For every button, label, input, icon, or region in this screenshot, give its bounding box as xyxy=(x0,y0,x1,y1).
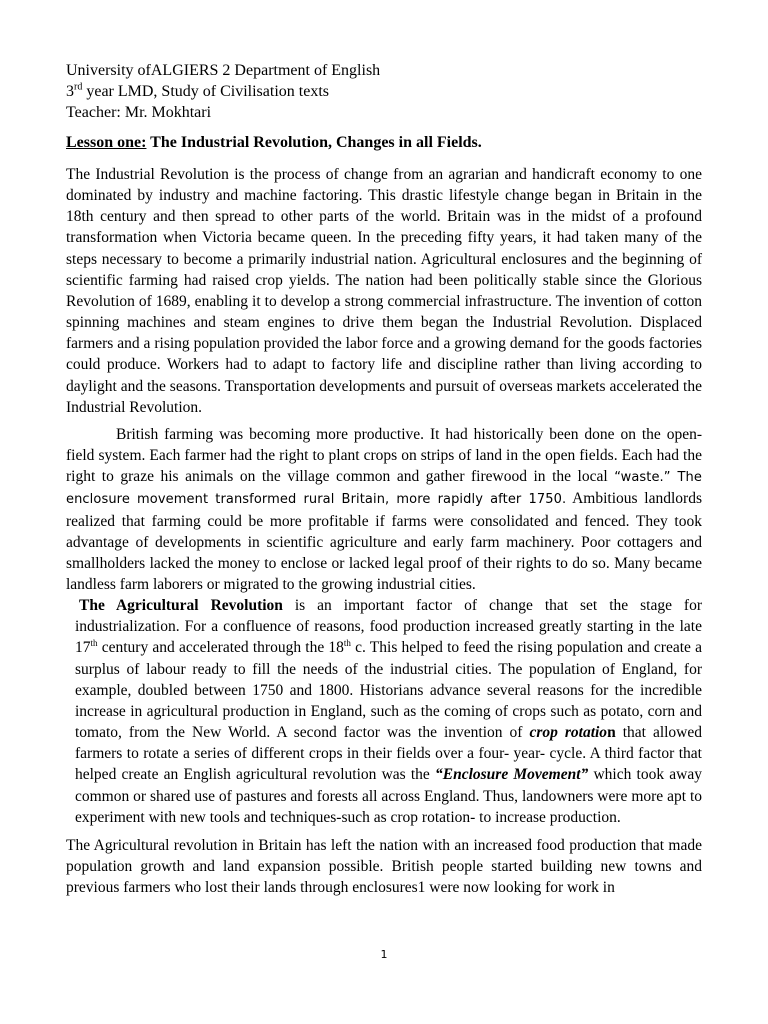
ordinal-suffix-17th: th xyxy=(90,638,98,649)
lesson-title xyxy=(66,132,702,154)
paragraph-industrial-revolution: The Industrial Revolution is the process of change from an agrarian and handicraft economy to one dominated by industry and machine factoring. This drastic lifestyle change began in Britain in the 18th century and then spread to other parts of the world. Britain was in the midst of a profound transformation when Victoria became queen. In the preceding fifty years, it had taken many of the steps necessary to become a primarily industrial nation. Agricultural enclosures and the beginning of scientific farming had raised crop yields. The nation had been politically stable since the Glorious Revolution of 1689, enabling it to develop a strong commercial infrastructure. The invention of cotton spinning machines and steam engines to drive them began the Industrial Revolution. Displaced farmers and a rising population provided the labor force and a growing demand for the goods factories could produce. Workers had to adapt to factory life and discipline rather than living according to daylight and the seasons. Transportation developments and pursuit of overseas markets accelerated the Industrial Revolution. xyxy=(66,166,702,416)
crop-rotation-term: crop rotatio xyxy=(529,724,608,742)
lesson-heading: The Industrial Revolution, Changes in all Fields. xyxy=(146,134,482,151)
course-line xyxy=(66,81,702,102)
document-header xyxy=(66,60,702,123)
lesson-label: Lesson one: xyxy=(66,134,147,151)
ordinal-suffix-18th: th xyxy=(343,638,351,649)
paragraph-agricultural-revolution xyxy=(75,595,702,828)
paragraph-agricultural-outcome: The Agricultural revolution in Britain has left the nation with an increased food production that made population growth and land expansion possible. British people started building new towns and previous farmers who lost their lands through enclosures1 were now looking for work in xyxy=(66,836,702,897)
page-number: 1 xyxy=(380,948,388,961)
agri-text-4: that allowed farmers to rotate a series of different crops in their fields over a four- year- cycle. A third factor that helped create an English agricultural revolution was the xyxy=(75,724,703,784)
agricultural-revolution-block xyxy=(75,595,702,828)
university-line: University ofALGIERS 2 Department of English xyxy=(66,62,381,79)
enclosure-movement-term: “Enclosure Movement” xyxy=(434,766,589,784)
year-ordinal-suffix: rd xyxy=(74,81,83,93)
document-page xyxy=(66,60,702,898)
agri-text-1: is an important factor of change that set the stage for industrialization. For a confluence of reasons, food production increased greatly starting in the late 17 xyxy=(75,597,702,657)
agri-text-5: which took away common or shared use of pastures and forests all across England. Thus, landowners were more apt to experiment with new tools and techniques-such as crop rotation- to increase production. xyxy=(75,766,702,826)
farming-text-1: British farming was becoming more productive. It had historically been done on the open-field system. Each farmer had the right to plant crops on strips of land in the open fields. Each had the right to graze his animals on the village common and gather firewood in the local xyxy=(66,425,702,486)
crop-rotation-term-end: n xyxy=(607,724,616,742)
agri-text-2: century and accelerated through the 18 xyxy=(97,639,344,657)
agri-text-3: c. This helped to feed the rising population and create a surplus of labour ready to fill the needs of the industrial cities. The population of England, for example, doubled between 1750 and 1800. Historians advance several reasons for the incredible increase in agricultural production in England, such as the coming of crops such as potato, corn and tomato, from the New World. A second factor was the invention of xyxy=(75,639,702,742)
agricultural-revolution-term: The Agricultural Revolution xyxy=(79,597,283,615)
year-number: 3 xyxy=(66,83,74,100)
enclosure-sentence: “waste.” The enclosure movement transformed rural Britain, more rapidly after 1750. xyxy=(66,470,702,508)
paragraph-british-farming xyxy=(66,424,702,595)
teacher-line: Teacher: Mr. Mokhtari xyxy=(66,104,212,121)
farming-text-2: Ambitious landlords realized that farming could be more profitable if farms were consolidated and fenced. They took advantage of developments in scientific agriculture and early farm machinery. Poor cottagers and smallholders lacked the money to enclose or lacked legal proof of their rights to do so. Many became landless farm laborers or migrated to the growing industrial cities. xyxy=(66,490,702,593)
course-text: year LMD, Study of Civilisation texts xyxy=(82,83,329,100)
